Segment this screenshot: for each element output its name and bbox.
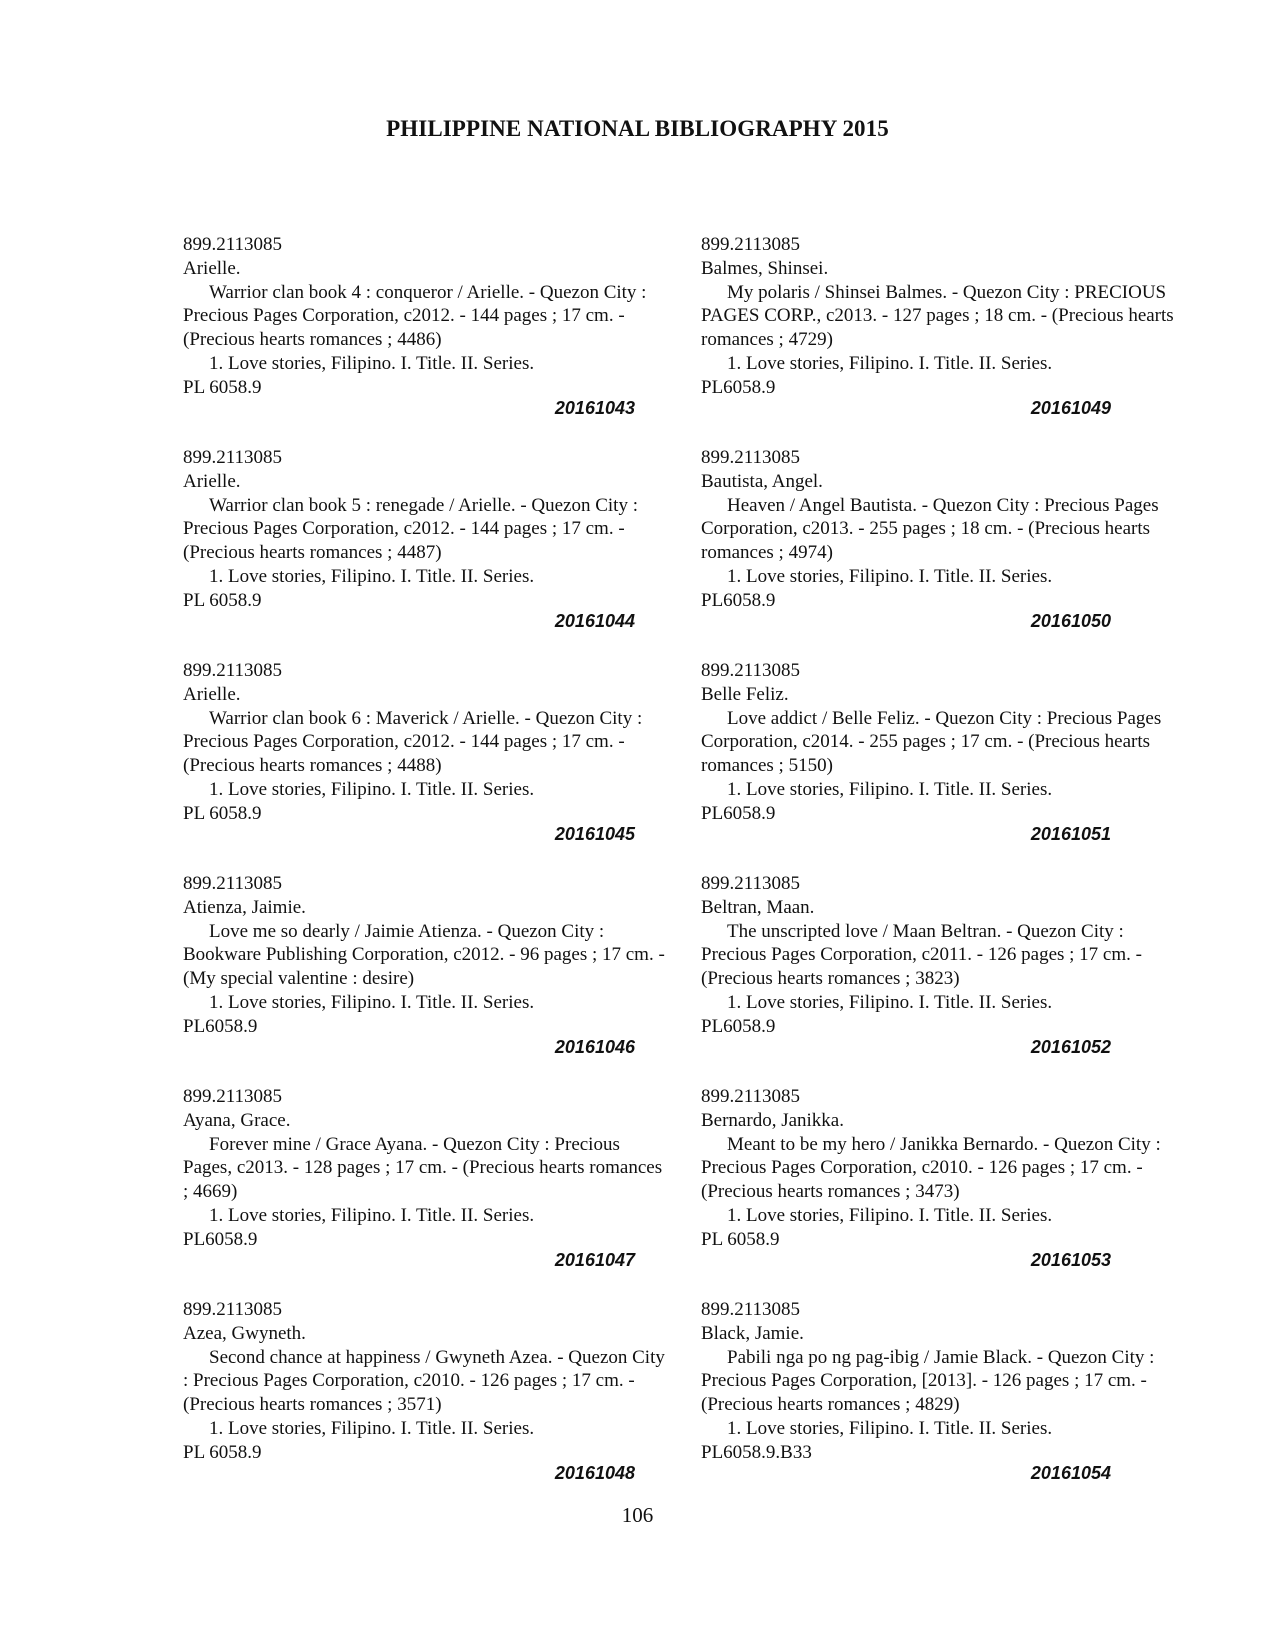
subject-tracings: 1. Love stories, Filipino. I. Title. II. Series. — [727, 778, 1053, 800]
author-heading: Bernardo, Janikka. — [701, 1109, 844, 1131]
author-heading: Arielle. — [183, 257, 241, 279]
class-number: 899.2113085 — [701, 873, 801, 894]
entry-description: Forever mine / Grace Ayana. - Quezon City : Precious Pages, c2013. - 128 pages ; 17 cm. - (Precious hearts romances ; 4669) — [183, 1133, 663, 1203]
entry-description: Warrior clan book 5 : renegade / Arielle. - Quezon City : Precious Pages Corporation, c2012. - 144 pages ; 17 cm. - (Precious hearts romances ; 4487) — [183, 494, 638, 564]
author-heading: Ayana, Grace. — [183, 1109, 291, 1131]
author-heading: Belle Feliz. — [701, 683, 789, 705]
entry-description: Love addict / Belle Feliz. - Quezon City : Precious Pages Corporation, c2014. - 255 pages ; 17 cm. - (Precious hearts romances ; 5150) — [701, 707, 1162, 777]
entry-description: Pabili nga po ng pag-ibig / Jamie Black. - Quezon City : Precious Pages Corporation, [2013]. - 126 pages ; 17 cm. - (Precious hearts romances ; 4829) — [701, 1346, 1155, 1416]
call-number: PL6058.9 — [183, 1228, 258, 1250]
subject-tracings: 1. Love stories, Filipino. I. Title. II. Series. — [209, 778, 535, 800]
call-number: PL6058.9 — [701, 589, 776, 611]
subject-tracings: 1. Love stories, Filipino. I. Title. II. Series. — [727, 1417, 1053, 1439]
call-number: PL 6058.9 — [183, 376, 262, 398]
bibliographic-entry — [701, 872, 1191, 1085]
subject-tracings: 1. Love stories, Filipino. I. Title. II. Series. — [727, 352, 1053, 374]
bibliographic-entry — [701, 1085, 1191, 1298]
bibliographic-entry — [183, 446, 667, 659]
bibliographic-entry — [701, 233, 1191, 446]
bibliographic-entry — [183, 659, 667, 872]
author-heading: Arielle. — [183, 683, 241, 705]
control-number: 20161050 — [1030, 611, 1111, 631]
class-number: 899.2113085 — [701, 447, 801, 468]
call-number: PL6058.9 — [701, 1015, 776, 1037]
bibliographic-entry — [183, 872, 667, 1085]
entry-description: Second chance at happiness / Gwyneth Azea. - Quezon City : Precious Pages Corporation, c2010. - 126 pages ; 17 cm. - (Precious hearts romances ; 3571) — [183, 1346, 665, 1416]
call-number: PL6058.9 — [701, 802, 776, 824]
entry-description: Warrior clan book 6 : Maverick / Arielle. - Quezon City : Precious Pages Corporation, c2012. - 144 pages ; 17 cm. - (Precious hearts romances ; 4488) — [183, 707, 643, 777]
right-column — [701, 233, 1191, 1511]
entry-description: My polaris / Shinsei Balmes. - Quezon City : PRECIOUS PAGES CORP., c2013. - 127 pages ; 18 cm. - (Precious hearts romances ; 4729) — [701, 281, 1174, 351]
class-number: 899.2113085 — [183, 873, 283, 894]
author-heading: Azea, Gwyneth. — [183, 1322, 306, 1344]
call-number: PL 6058.9 — [701, 1228, 780, 1250]
bibliographic-entry — [701, 659, 1191, 872]
author-heading: Black, Jamie. — [701, 1322, 804, 1344]
entry-description: Love me so dearly / Jaimie Atienza. - Quezon City : Bookware Publishing Corporation, c2012. - 96 pages ; 17 cm. - (My special valentine : desire) — [183, 920, 665, 990]
bibliographic-entry — [183, 233, 667, 446]
call-number: PL6058.9 — [701, 376, 776, 398]
class-number: 899.2113085 — [183, 447, 283, 468]
subject-tracings: 1. Love stories, Filipino. I. Title. II. Series. — [727, 991, 1053, 1013]
subject-tracings: 1. Love stories, Filipino. I. Title. II. Series. — [727, 565, 1053, 587]
entry-description: Meant to be my hero / Janikka Bernardo. - Quezon City : Precious Pages Corporation, c2010. - 126 pages ; 17 cm. - (Precious hearts romances ; 3473) — [701, 1133, 1161, 1203]
call-number: PL6058.9.B33 — [701, 1441, 812, 1463]
bibliographic-entry — [183, 1298, 667, 1511]
class-number: 899.2113085 — [701, 1086, 801, 1107]
left-column — [183, 233, 667, 1511]
class-number: 899.2113085 — [183, 660, 283, 681]
control-number: 20161053 — [1030, 1250, 1111, 1270]
author-heading: Atienza, Jaimie. — [183, 896, 306, 918]
class-number: 899.2113085 — [701, 1299, 801, 1320]
subject-tracings: 1. Love stories, Filipino. I. Title. II. Series. — [727, 1204, 1053, 1226]
bibliographic-entry — [701, 446, 1191, 659]
bibliographic-entry — [183, 1085, 667, 1298]
author-heading: Balmes, Shinsei. — [701, 257, 829, 279]
call-number: PL 6058.9 — [183, 802, 262, 824]
class-number: 899.2113085 — [701, 234, 801, 255]
author-heading: Arielle. — [183, 470, 241, 492]
entry-description: Heaven / Angel Bautista. - Quezon City : Precious Pages Corporation, c2013. - 255 pages ; 18 cm. - (Precious hearts romances ; 4974) — [701, 494, 1159, 564]
subject-tracings: 1. Love stories, Filipino. I. Title. II. Series. — [209, 1417, 535, 1439]
subject-tracings: 1. Love stories, Filipino. I. Title. II. Series. — [209, 565, 535, 587]
class-number: 899.2113085 — [183, 1299, 283, 1320]
subject-tracings: 1. Love stories, Filipino. I. Title. II. Series. — [209, 1204, 535, 1226]
author-heading: Bautista, Angel. — [701, 470, 823, 492]
class-number: 899.2113085 — [183, 1086, 283, 1107]
control-number: 20161045 — [554, 824, 635, 844]
control-number: 20161052 — [1030, 1037, 1111, 1057]
control-number: 20161054 — [1030, 1463, 1111, 1483]
call-number: PL 6058.9 — [183, 1441, 262, 1463]
control-number: 20161047 — [554, 1250, 635, 1270]
class-number: 899.2113085 — [701, 660, 801, 681]
subject-tracings: 1. Love stories, Filipino. I. Title. II. Series. — [209, 352, 535, 374]
page-title: PHILIPPINE NATIONAL BIBLIOGRAPHY 2015 — [386, 116, 889, 141]
call-number: PL 6058.9 — [183, 589, 262, 611]
subject-tracings: 1. Love stories, Filipino. I. Title. II. Series. — [209, 991, 535, 1013]
class-number: 899.2113085 — [183, 234, 283, 255]
call-number: PL6058.9 — [183, 1015, 258, 1037]
entry-description: The unscripted love / Maan Beltran. - Quezon City : Precious Pages Corporation, c2011. - 126 pages ; 17 cm. - (Precious hearts romances ; 3823) — [701, 920, 1142, 990]
bibliographic-entry — [701, 1298, 1191, 1511]
control-number: 20161049 — [1030, 398, 1111, 418]
control-number: 20161043 — [554, 398, 635, 418]
control-number: 20161051 — [1030, 824, 1111, 844]
control-number: 20161046 — [554, 1037, 635, 1057]
entry-description: Warrior clan book 4 : conqueror / Arielle. - Quezon City : Precious Pages Corporation, c2012. - 144 pages ; 17 cm. - (Precious hearts romances ; 4486) — [183, 281, 647, 351]
control-number: 20161048 — [554, 1463, 635, 1483]
control-number: 20161044 — [554, 611, 635, 631]
page-number: 106 — [621, 1503, 654, 1527]
author-heading: Beltran, Maan. — [701, 896, 815, 918]
